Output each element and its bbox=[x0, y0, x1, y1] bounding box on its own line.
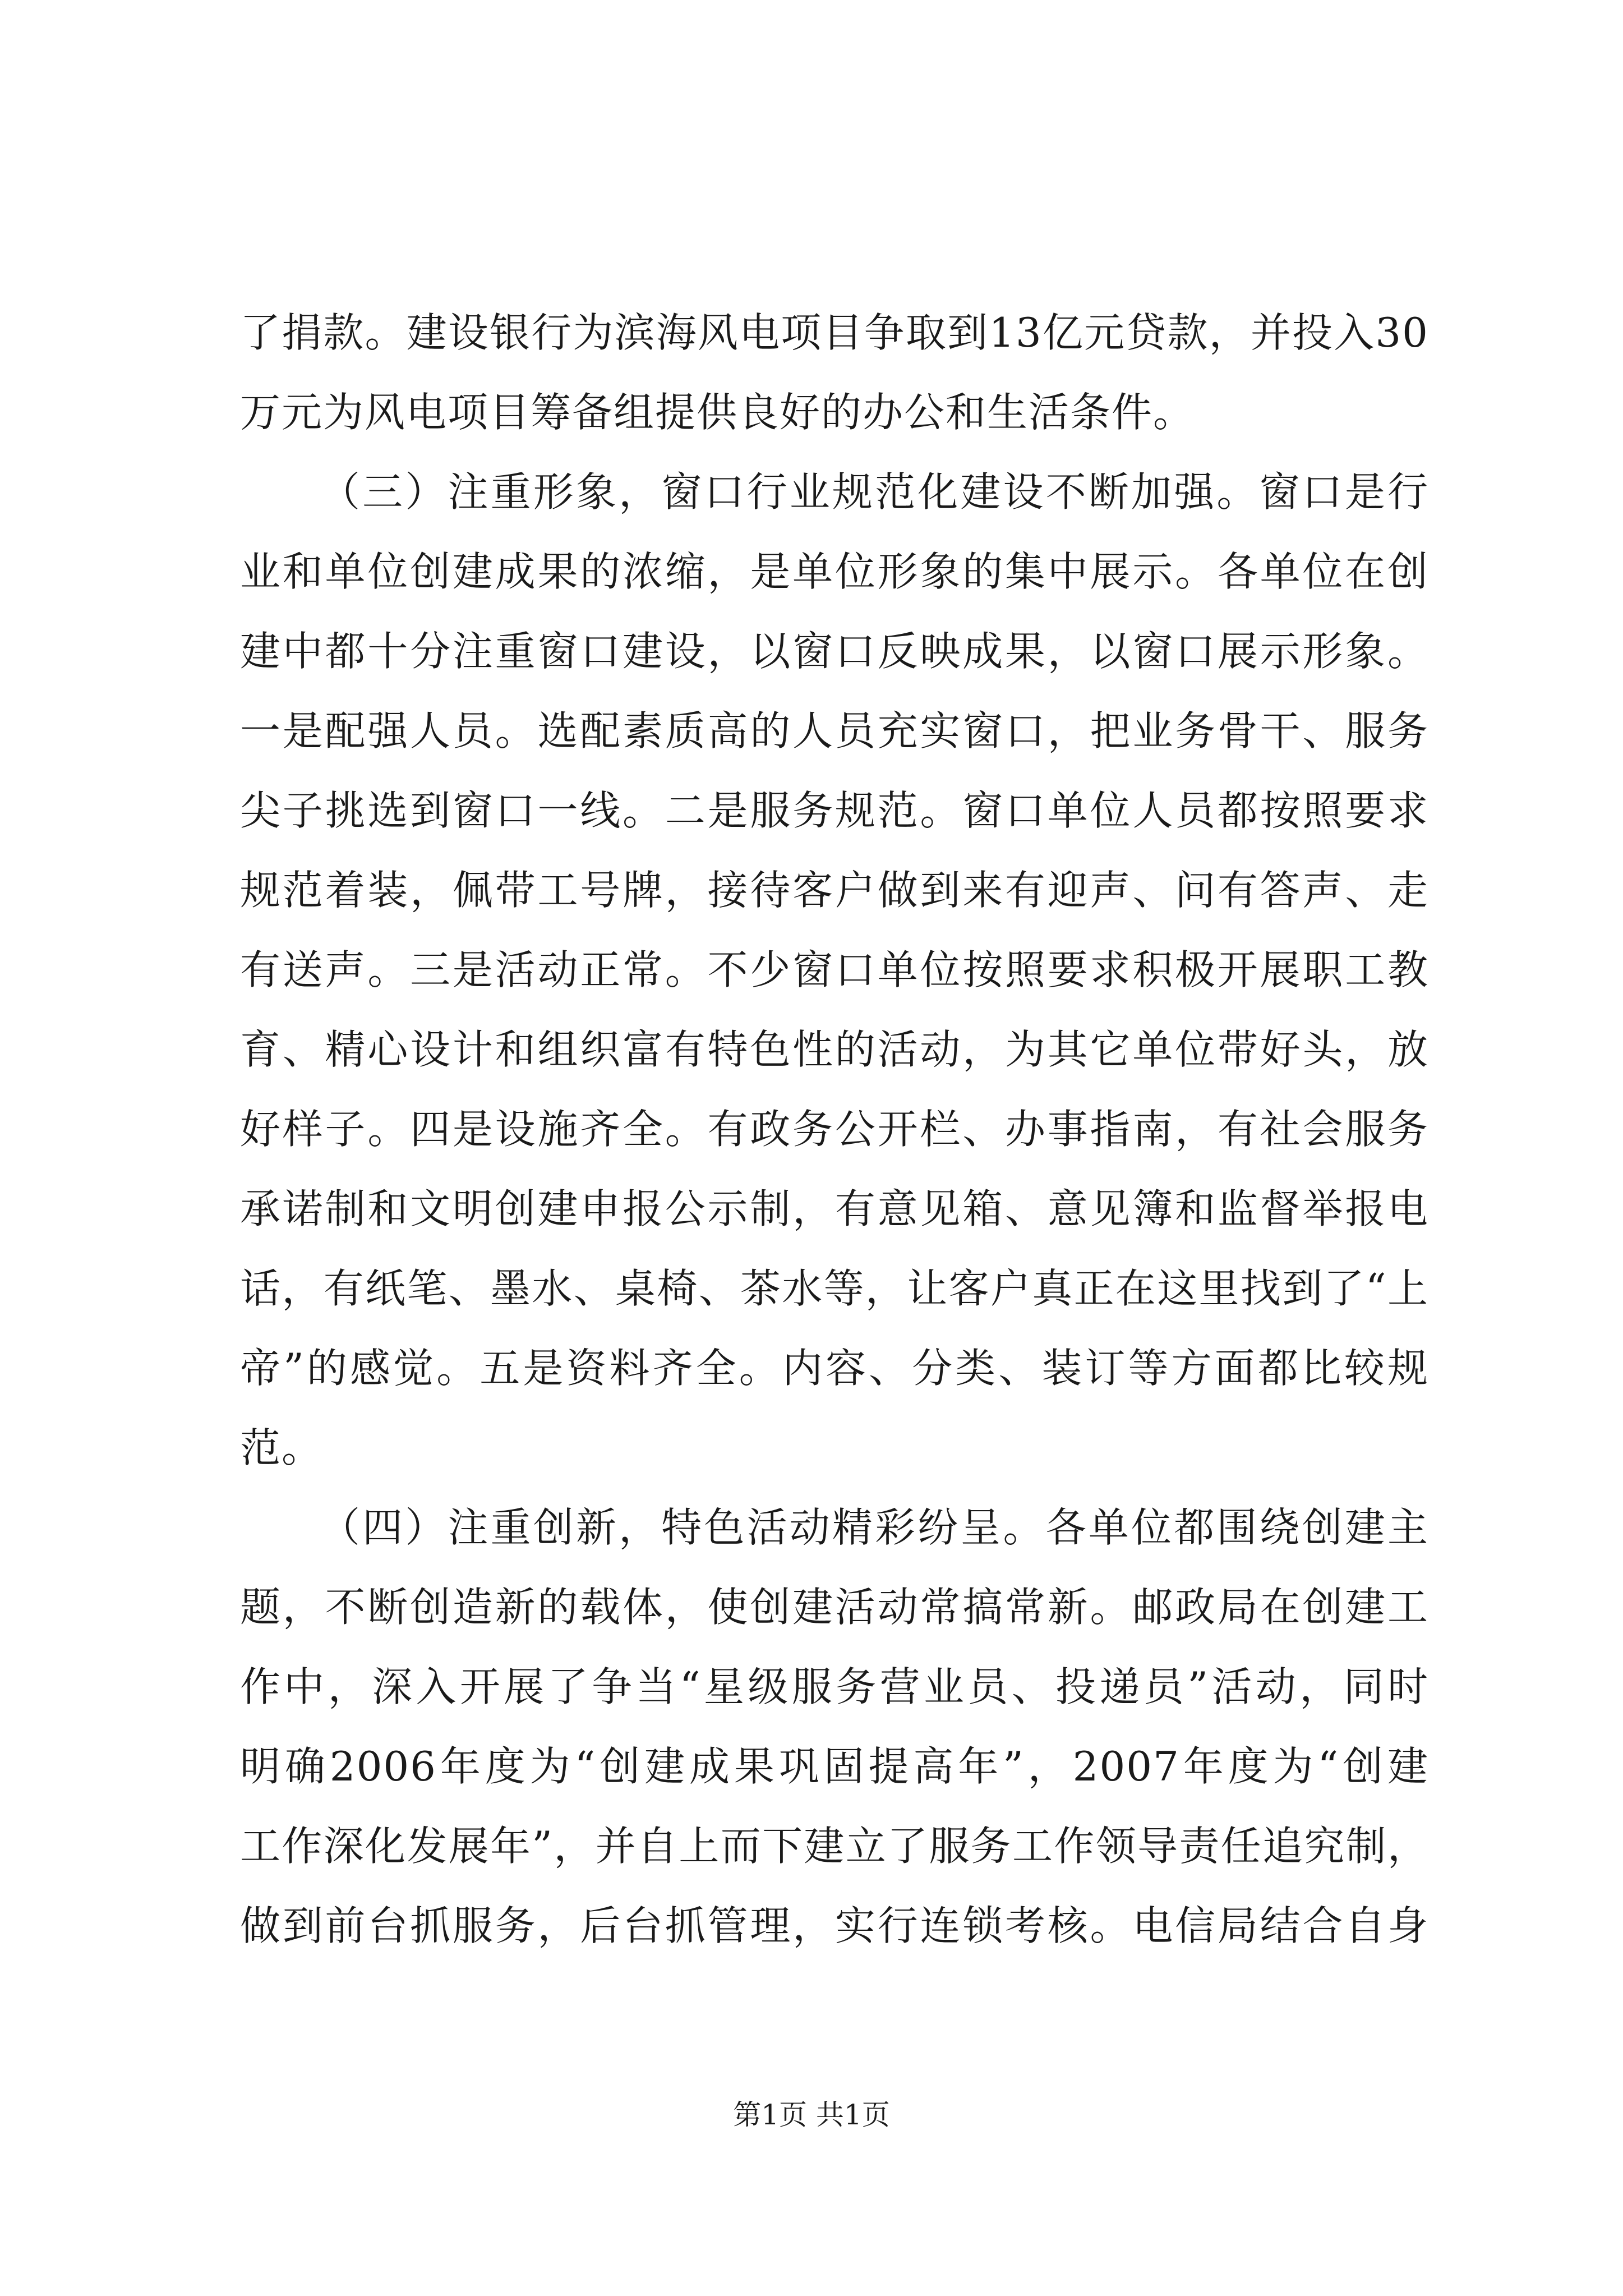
text-line: 明确2006年度为“创建成果巩固提高年”，2007年度为“创建 bbox=[240, 1743, 1429, 1790]
paragraph-heading-line: （四）注重创新，特色活动精彩纷呈。各单位都围绕创建主 bbox=[320, 1504, 1429, 1551]
text-line: 育、精心设计和组织富有特色性的活动，为其它单位带好头，放 bbox=[240, 1026, 1429, 1073]
text-line: 一是配强人员。选配素质高的人员充实窗口，把业务骨干、服务 bbox=[240, 707, 1429, 754]
text-line: 帝”的感觉。五是资料齐全。内容、分类、装订等方面都比较规 bbox=[240, 1345, 1429, 1392]
text-line: 作中，深入开展了争当“星级服务营业员、投递员”活动，同时 bbox=[240, 1663, 1429, 1710]
document-body bbox=[240, 293, 1429, 1966]
text-line: 工作深化发展年”，并自上而下建立了服务工作领导责任追究制， bbox=[240, 1823, 1429, 1870]
text-line: 规范着装，佩带工号牌，接待客户做到来有迎声、问有答声、走 bbox=[240, 867, 1429, 914]
text-line: 了捐款。建设银行为滨海风电项目争取到13亿元贷款，并投入30 bbox=[240, 309, 1429, 356]
text-line: 范。 bbox=[240, 1424, 324, 1471]
text-line: 好样子。四是设施齐全。有政务公开栏、办事指南，有社会服务 bbox=[240, 1106, 1429, 1153]
text-line: 建中都十分注重窗口建设，以窗口反映成果，以窗口展示形象。 bbox=[240, 628, 1429, 675]
page-footer: 第1页 共1页 bbox=[733, 2099, 890, 2131]
text-line: 做到前台抓服务，后台抓管理，实行连锁考核。电信局结合自身 bbox=[240, 1902, 1429, 1949]
text-line: 有送声。三是活动正常。不少窗口单位按照要求积极开展职工教 bbox=[240, 946, 1429, 993]
text-line: 承诺制和文明创建申报公示制，有意见箱、意见簿和监督举报电 bbox=[240, 1185, 1429, 1232]
text-line: 业和单位创建成果的浓缩，是单位形象的集中展示。各单位在创 bbox=[240, 548, 1429, 595]
text-line: 万元为风电项目筹备组提供良好的办公和生活条件。 bbox=[240, 389, 1195, 436]
text-line: 题，不断创造新的载体，使创建活动常搞常新。邮政局在创建工 bbox=[240, 1584, 1429, 1631]
paragraph-heading-line: （三）注重形象，窗口行业规范化建设不断加强。窗口是行 bbox=[320, 468, 1429, 516]
text-line: 话，有纸笔、墨水、桌椅、茶水等，让客户真正在这里找到了“上 bbox=[240, 1265, 1429, 1312]
text-line: 尖子挑选到窗口一线。二是服务规范。窗口单位人员都按照要求 bbox=[240, 787, 1429, 834]
